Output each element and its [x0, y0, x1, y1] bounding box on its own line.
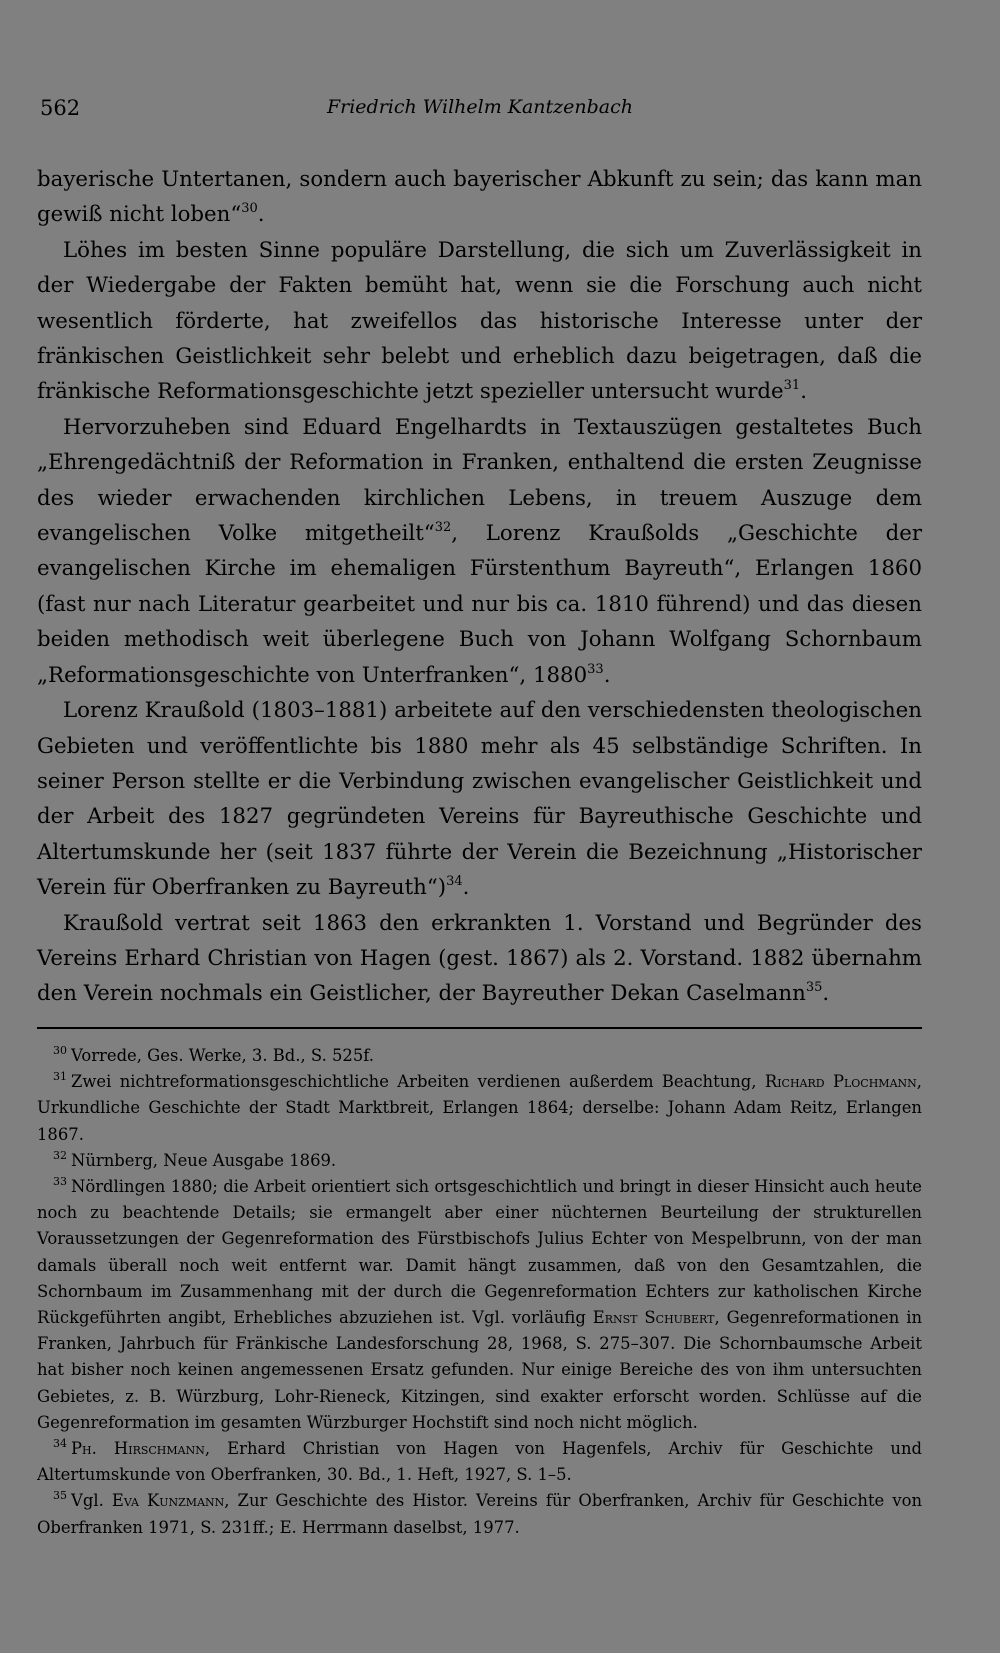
- main-text: [37, 162, 922, 1012]
- text-run: Lorenz Kraußold (1803–1881) arbeitete auf den verschiedensten theologischen Gebieten und veröffentlichte bis 1880 mehr als 45 selbständige Schriften. In seiner Person stellte er die Verbindung zwischen evangelischer Geistlichkeit und der Arbeit des 1827 gegründeten Vereins für Bayreuthische Geschichte und Altertumskunde her (seit 1837 führte der Verein die Bezeichnung „Historischer Verein für Oberfranken zu Bayreuth“): [37, 698, 922, 901]
- footnote: [37, 1488, 922, 1540]
- text-run: , Erhard Christian von Hagen von Hagenfels, Archiv für Geschichte und Altertumskunde von Oberfranken, 30. Bd., 1. Heft, 1927, S. 1–5.: [37, 1439, 922, 1485]
- text-run: .: [257, 202, 265, 228]
- footnote-number: 31: [53, 1070, 67, 1084]
- author-name: Richard Plochmann: [764, 1072, 917, 1092]
- text-run: bayerische Untertanen, sondern auch bayerischer Abkunft zu sein; das kann man gewiß nicht loben“: [37, 167, 922, 228]
- page-number: 562: [40, 96, 81, 120]
- footnote-ref: 33: [587, 661, 604, 677]
- author-name: Eva Kunzmann: [111, 1491, 225, 1511]
- text-run: Nördlingen 1880; die Arbeit orientiert sich ortsgeschichtlich und bringt in dieser Hinsicht auch heute noch zu beachtende Details; sie ermangelt aber einer nüchternen Beurteilung der strukturellen Voraussetzungen der Gegenreformation des Fürstbischofs Julius Echter von Mespelbrunn, von der man damals überall noch weit entfernt war. Damit hängt zusammen, daß von den Gesamtzahlen, die Schornbaum im Zusammenhang mit der durch die Gegenreformation Echters zur katholischen Kirche Rückgeführten angibt, Erhebliches abzuziehen ist. Vgl. vorläufig: [37, 1177, 922, 1328]
- text-run: Hervorzuheben sind Eduard Engelhardts in Textauszügen gestaltetes Buch „Ehrengedächtniß der Reformation in Franken, enthaltend die ersten Zeugnisse des wieder erwachenden kirchlichen Lebens, in treuem Auszuge dem evangelischen Volke mitgetheilt“: [37, 414, 922, 547]
- text-run: Vorrede, Ges. Werke, 3. Bd., S. 525f.: [71, 1046, 374, 1065]
- footnote: [37, 1069, 922, 1148]
- text-run: .: [462, 875, 470, 901]
- paragraph: [37, 162, 922, 233]
- text-run: .: [800, 379, 807, 405]
- author-name: Ph. Hirschmann: [71, 1439, 205, 1459]
- footnote-ref: 30: [241, 201, 258, 217]
- paragraph: [37, 693, 922, 905]
- author-name: Ernst Schubert: [592, 1308, 715, 1328]
- text-run: , Gegenreformationen in Franken, Jahrbuch für Fränkische Landesforschung 28, 1968, S. 275–307. Die Schornbaumsche Arbeit hat bisher noch keinen angemessenen Ersatz gefunden. Nur einige Bereiche des von ihm untersuchten Gebietes, z. B. Würzburg, Lohr-Rieneck, Kitzingen, sind exakter erforscht worden. Schlüsse auf die Gegenreformation im gesamten Würzburger Hochstift sind noch nicht möglich.: [37, 1308, 922, 1432]
- footnote-ref: 34: [446, 874, 463, 890]
- footnote-ref: 32: [434, 520, 452, 536]
- footnote-number: 33: [53, 1175, 67, 1189]
- text-run: Zwei nichtreformationsgeschichtliche Arbeiten verdienen außerdem Beachtung,: [71, 1072, 765, 1092]
- page-header: [40, 96, 920, 126]
- footnotes: [37, 1043, 922, 1541]
- footnote-ref: 31: [783, 378, 801, 394]
- footnote-number: 34: [53, 1437, 67, 1451]
- text-run: , Urkundliche Geschichte der Stadt Marktbreit, Erlangen 1864; derselbe: Johann Adam Reitz, Erlangen 1867.: [37, 1072, 922, 1144]
- text-run: .: [822, 981, 830, 1007]
- footnote: [37, 1043, 922, 1069]
- paragraph: [37, 233, 922, 410]
- paragraph: [37, 906, 922, 1012]
- footnote: [37, 1436, 922, 1488]
- footnote-divider: [37, 1027, 922, 1029]
- footnote: [37, 1174, 922, 1436]
- text-run: Löhes im besten Sinne populäre Darstellung, die sich um Zuverlässigkeit in der Wiedergabe der Fakten bemüht hat, wenn sie die Forschung auch nicht wesentlich förderte, hat zweifellos das historische Interesse unter der fränkischen Geistlichkeit sehr belebt und erheblich dazu beigetragen, daß die fränkische Reformationsgeschichte jetzt spezieller untersucht wurde: [37, 237, 922, 405]
- text-run: Nürnberg, Neue Ausgabe 1869.: [71, 1150, 337, 1170]
- text-run: , Zur Geschichte des Histor. Vereins für Oberfranken, Archiv für Geschichte von Oberfranken 1971, S. 231ff.; E. Herrmann daselbst, 1977.: [37, 1491, 923, 1537]
- text-run: Vgl.: [71, 1491, 112, 1511]
- footnote: [37, 1148, 922, 1174]
- footnote-number: 32: [53, 1148, 67, 1162]
- text-run: .: [603, 662, 611, 688]
- paragraph: [37, 410, 922, 693]
- text-run: , Lorenz Kraußolds „Geschichte der evangelischen Kirche im ehemaligen Fürstenthum Bayreuth“, Erlangen 1860 (fast nur nach Literatur gearbeitet und nur bis ca. 1810 führend) und das diesen beiden methodisch weit überlegene Buch von Johann Wolfgang Schornbaum „Reformationsgeschichte von Unterfranken“, 1880: [37, 521, 922, 688]
- footnote-number: 30: [53, 1044, 67, 1057]
- footnote-ref: 35: [805, 980, 823, 996]
- text-run: Kraußold vertrat seit 1863 den erkrankten 1. Vorstand und Begründer des Vereins Erhard Christian von Hagen (gest. 1867) als 2. Vorstand. 1882 übernahm den Verein nochmals ein Geistlicher, der Bayreuther Dekan Caselmann: [37, 910, 922, 1007]
- footnote-number: 35: [53, 1489, 67, 1503]
- running-head: Friedrich Wilhelm Kantzenbach: [326, 96, 634, 118]
